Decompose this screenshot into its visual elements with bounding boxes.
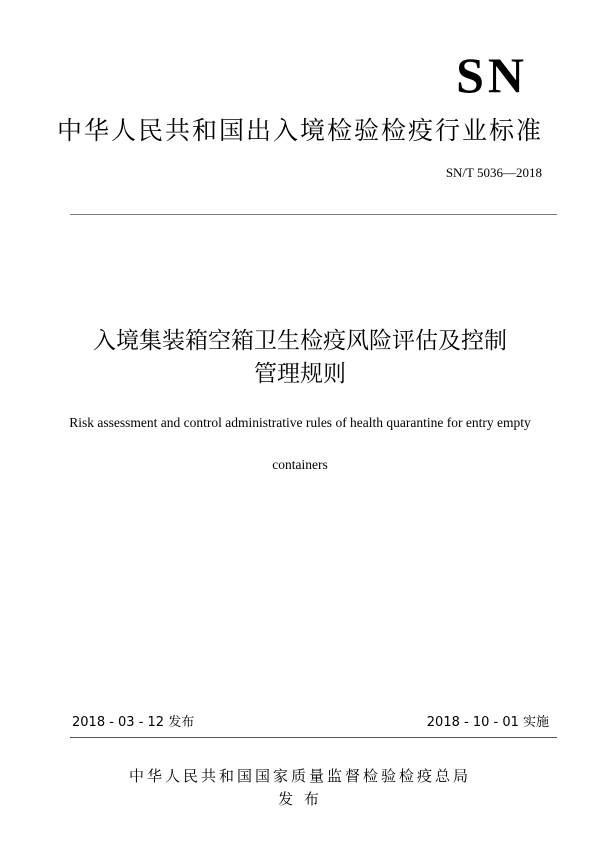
issuing-authority: 中华人民共和国国家质量监督检验检疫总局: [128, 767, 471, 785]
standard-type: 中华人民共和国出入境检验检疫行业标准: [56, 116, 543, 145]
footer-divider: [70, 737, 557, 738]
issue-label: 发 布: [278, 790, 322, 808]
title-cn-line1: 入境集装箱空箱卫生检疫风险评估及控制: [93, 328, 507, 354]
implementation-date: 2018 - 10 - 01 实施: [426, 715, 549, 730]
release-date: 2018 - 03 - 12 发布: [72, 715, 195, 730]
title-en-line2: containers: [272, 457, 328, 472]
sn-logo: SN: [456, 47, 528, 103]
title-en-line1: Risk assessment and control administrative rules of health quarantine for entry empty: [69, 415, 531, 430]
standard-number: SN/T 5036—2018: [445, 165, 542, 180]
title-cn-line2: 管理规则: [254, 361, 346, 387]
header-divider: [70, 214, 557, 215]
